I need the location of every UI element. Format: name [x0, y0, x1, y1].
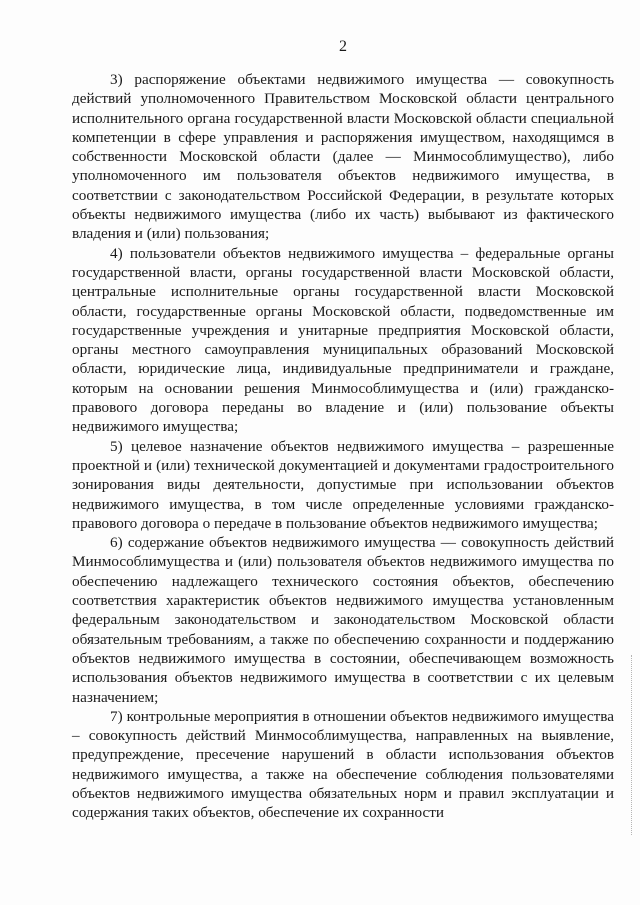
page-number: 2 [339, 38, 347, 55]
paragraph-item-5: 5) целевое назначение объектов недвижимого имущества – разрешенные проектной и (или) технической документацией и документами градостроительного зонирования виды деятельности, допустимые при использовании объектов недвижимого имущества, в том числе определенные условиями гражданско-правового договора о передаче в пользование объектов недвижимого имущества; [72, 437, 614, 532]
scan-edge-mark [631, 655, 634, 835]
paragraph-item-7: 7) контрольные мероприятия в отношении объектов недвижимого имущества – совокупность действий Минмособлимущества, направленных на выявление, предупреждение, пресечение нарушений в области использования объектов недвижимого имущества, а также на обеспечение соблюдения пользователями объектов недвижимого имущества обязательных норм и правил эксплуатации и содержания таких объектов, обеспечение их сохранности [72, 707, 614, 822]
paragraph-item-4: 4) пользователи объектов недвижимого имущества – федеральные органы государственной власти, органы государственной власти Московской области, центральные исполнительные органы государственной власти Московской области, государственные органы Московской области, подведомственные им государственные учреждения и унитарные предприятия Московской области, органы местного самоуправления муниципальных образований Московской области, юридические лица, индивидуальные предприниматели и граждане, которым на основании решения Минмособлимущества и (или) гражданско-правового договора переданы во владение и (или) пользование объекты недвижимого имущества; [72, 244, 614, 436]
paragraph-item-6: 6) содержание объектов недвижимого имущества — совокупность действий Минмособлимущества и (или) пользователя объектов недвижимого имущества по обеспечению надлежащего технического состояния объектов, обеспечению соответствия характеристик объектов недвижимого имущества установленным федеральным законодательством и законодательством Московской области обязательным требованиям, а также по обеспечению сохранности и поддержанию объектов недвижимого имущества в состоянии, обеспечивающем возможность использования объектов недвижимого имущества в соответствии с их целевым назначением; [72, 534, 614, 706]
paragraph-item-3: 3) распоряжение объектами недвижимого имущества — совокупность действий уполномоченного Правительством Московской области центрального исполнительного органа государственной власти Московской области специальной компетенции в сфере управления и распоряжения имуществом, находящимся в собственности Московской области (далее — Минмособлимущество), либо уполномоченного им пользователя объектов недвижимого имущества, в соответствии с законодательством Российской Федерации, в результате которых объекты недвижимого имущества (либо их часть) выбывают из фактического владения и (или) пользования; [72, 71, 614, 243]
